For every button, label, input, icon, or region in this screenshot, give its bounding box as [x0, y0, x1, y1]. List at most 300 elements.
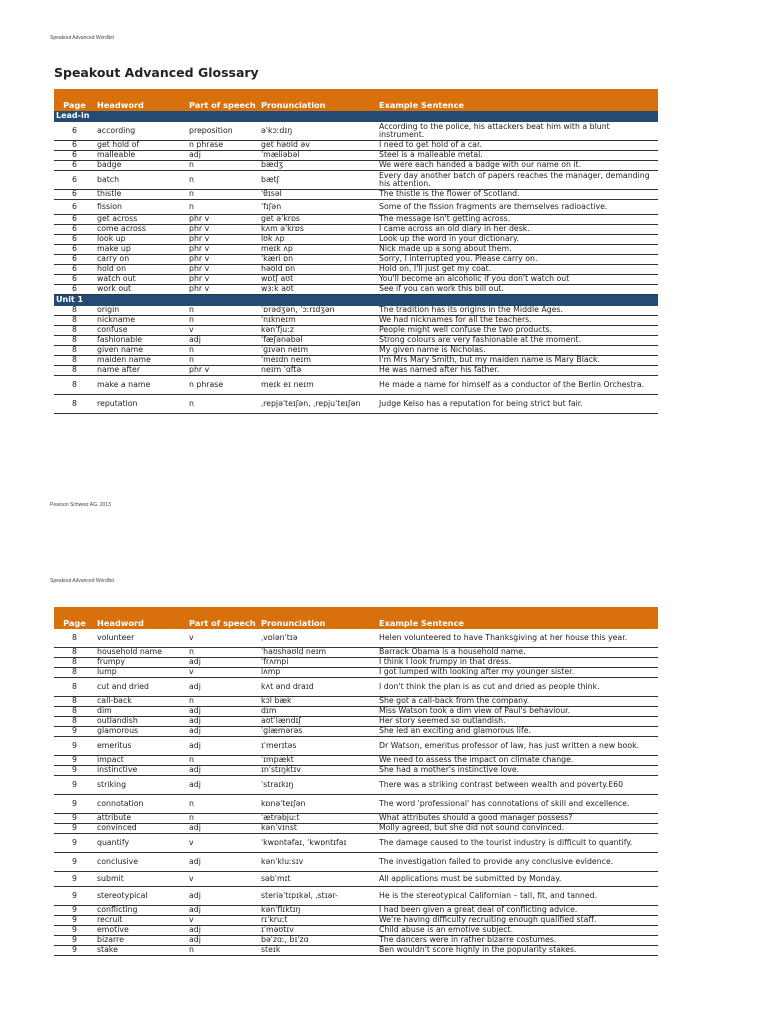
cell-headword: attribute — [94, 814, 186, 824]
cell-example-sentence: Sorry, I interrupted you. Please carry on. — [376, 255, 658, 265]
cell-headword: given name — [94, 346, 186, 356]
cell-pronunciation: kənˈflɪktɪŋ — [258, 906, 376, 916]
cell-headword: cut and dried — [94, 678, 186, 697]
cell-headword: conclusive — [94, 853, 186, 872]
table-row — [54, 285, 658, 295]
cell-part-of-speech: adj — [186, 853, 258, 872]
cell-pronunciation: kʌm əˈkrɒs — [258, 225, 376, 235]
cell-page: 9 — [54, 776, 94, 795]
cell-headword: get hold of — [94, 141, 186, 151]
cell-part-of-speech: phr v — [186, 265, 258, 275]
table-row — [54, 727, 658, 737]
cell-page: 9 — [54, 916, 94, 926]
cell-part-of-speech: n — [186, 161, 258, 171]
cell-part-of-speech: adj — [186, 151, 258, 161]
column-header-example-sentence: Example Sentence — [376, 89, 658, 111]
table-row — [54, 316, 658, 326]
column-header-headword: Headword — [94, 607, 186, 629]
cell-part-of-speech: n — [186, 814, 258, 824]
cell-page: 9 — [54, 887, 94, 906]
cell-example-sentence: He was named after his father. — [376, 366, 658, 376]
page-title: Speakout Advanced Glossary — [54, 65, 259, 80]
cell-page: 8 — [54, 376, 94, 395]
cell-headword: make a name — [94, 376, 186, 395]
cell-pronunciation: ɪˈmerɪtəs — [258, 737, 376, 756]
cell-page: 6 — [54, 171, 94, 190]
cell-page: 6 — [54, 151, 94, 161]
page-header-wordlist-2: Speakout Advanced Wordlist — [50, 578, 114, 584]
page-header-wordlist-1: Speakout Advanced Wordlist — [50, 35, 114, 41]
table-row — [54, 814, 658, 824]
cell-pronunciation: ˈɡlæmərəs — [258, 727, 376, 737]
cell-headword: get across — [94, 215, 186, 225]
cell-page: 9 — [54, 727, 94, 737]
section-label: Lead-in — [54, 111, 658, 122]
cell-part-of-speech: n — [186, 316, 258, 326]
cell-pronunciation: kənˈfjuːz — [258, 326, 376, 336]
cell-pronunciation: steɪk — [258, 946, 376, 956]
cell-example-sentence: I had been given a great deal of conflicting advice. — [376, 906, 658, 916]
table-row — [54, 395, 658, 414]
cell-example-sentence: The damage caused to the tourist industry is difficult to quantify. — [376, 834, 658, 853]
table-row — [54, 795, 658, 814]
cell-pronunciation: steriəˈtɪpɪkəl, ˌstɪər- — [258, 887, 376, 906]
cell-part-of-speech: n — [186, 306, 258, 316]
table-row — [54, 697, 658, 707]
cell-part-of-speech: adj — [186, 766, 258, 776]
cell-headword: household name — [94, 648, 186, 658]
cell-headword: volunteer — [94, 629, 186, 648]
cell-page: 9 — [54, 872, 94, 887]
cell-page: 8 — [54, 316, 94, 326]
cell-pronunciation: aʊtˈlændɪʃ — [258, 717, 376, 727]
cell-pronunciation: kənˈkluːsɪv — [258, 853, 376, 872]
cell-part-of-speech: n — [186, 795, 258, 814]
cell-example-sentence: The tradition has its origins in the Middle Ages. — [376, 306, 658, 316]
cell-page: 9 — [54, 946, 94, 956]
cell-pronunciation: ˈfrʌmpi — [258, 658, 376, 668]
cell-part-of-speech: n — [186, 190, 258, 200]
cell-headword: outlandish — [94, 717, 186, 727]
cell-headword: name after — [94, 366, 186, 376]
cell-pronunciation: meɪk eɪ neɪm — [258, 376, 376, 395]
cell-headword: watch out — [94, 275, 186, 285]
cell-pronunciation: ɪˈməʊtɪv — [258, 926, 376, 936]
cell-headword: make up — [94, 245, 186, 255]
cell-page: 9 — [54, 795, 94, 814]
cell-page: 8 — [54, 697, 94, 707]
cell-part-of-speech: adj — [186, 926, 258, 936]
cell-headword: nickname — [94, 316, 186, 326]
table-row — [54, 834, 658, 853]
cell-part-of-speech: phr v — [186, 215, 258, 225]
table-row — [54, 190, 658, 200]
cell-headword: work out — [94, 285, 186, 295]
cell-headword: striking — [94, 776, 186, 795]
cell-page: 9 — [54, 853, 94, 872]
cell-part-of-speech: adj — [186, 906, 258, 916]
cell-pronunciation: wɜːk aʊt — [258, 285, 376, 295]
glossary-table-2 — [54, 607, 658, 956]
cell-headword: dim — [94, 707, 186, 717]
cell-part-of-speech: n — [186, 200, 258, 215]
cell-example-sentence: She got a call-back from the company. — [376, 697, 658, 707]
cell-pronunciation: bædʒ — [258, 161, 376, 171]
cell-page: 8 — [54, 707, 94, 717]
cell-headword: reputation — [94, 395, 186, 414]
cell-example-sentence: All applications must be submitted by Monday. — [376, 872, 658, 887]
cell-headword: according — [94, 122, 186, 141]
cell-headword: conflicting — [94, 906, 186, 916]
cell-headword: instinctive — [94, 766, 186, 776]
cell-part-of-speech: adj — [186, 727, 258, 737]
cell-headword: connotation — [94, 795, 186, 814]
cell-part-of-speech: n — [186, 756, 258, 766]
table-row — [54, 629, 658, 648]
cell-pronunciation: ˈɪmpækt — [258, 756, 376, 766]
cell-headword: bizarre — [94, 936, 186, 946]
cell-part-of-speech: v — [186, 872, 258, 887]
cell-example-sentence: The dancers were in rather bizarre costumes. — [376, 936, 658, 946]
cell-part-of-speech: adj — [186, 336, 258, 346]
cell-headword: lump — [94, 668, 186, 678]
cell-pronunciation: lʊk ʌp — [258, 235, 376, 245]
table-row — [54, 936, 658, 946]
cell-pronunciation: wɒtʃ aʊt — [258, 275, 376, 285]
cell-example-sentence: Dr Watson, emeritus professor of law, has just written a new book. — [376, 737, 658, 756]
cell-pronunciation: ˈstraɪkɪŋ — [258, 776, 376, 795]
cell-example-sentence: We were each handed a badge with our name on it. — [376, 161, 658, 171]
table-row — [54, 717, 658, 727]
cell-pronunciation: bəˈzɑː, bɪˈzɑ — [258, 936, 376, 946]
cell-example-sentence: We're having difficulty recruiting enough qualified staff. — [376, 916, 658, 926]
cell-example-sentence: Barrack Obama is a household name. — [376, 648, 658, 658]
cell-example-sentence: We need to assess the impact on climate change. — [376, 756, 658, 766]
cell-page: 9 — [54, 936, 94, 946]
table-row — [54, 853, 658, 872]
cell-part-of-speech: phr v — [186, 366, 258, 376]
cell-example-sentence: I don't think the plan is as cut and dried as people think. — [376, 678, 658, 697]
cell-page: 6 — [54, 215, 94, 225]
cell-page: 6 — [54, 235, 94, 245]
column-header-pronunciation: Pronunciation — [258, 607, 376, 629]
cell-example-sentence: She had a mother's instinctive love. — [376, 766, 658, 776]
cell-example-sentence: Her story seemed so outlandish. — [376, 717, 658, 727]
cell-headword: maiden name — [94, 356, 186, 366]
cell-pronunciation: ˈhaʊshəʊld neɪm — [258, 648, 376, 658]
cell-pronunciation: neɪm ˈɑftə — [258, 366, 376, 376]
cell-part-of-speech: phr v — [186, 255, 258, 265]
table-row — [54, 200, 658, 215]
cell-headword: fashionable — [94, 336, 186, 346]
cell-page: 6 — [54, 200, 94, 215]
cell-example-sentence: He made a name for himself as a conductor of the Berlin Orchestra. — [376, 376, 658, 395]
cell-part-of-speech: n — [186, 395, 258, 414]
cell-pronunciation: dɪm — [258, 707, 376, 717]
cell-pronunciation: ˌvɒlənˈtɪə — [258, 629, 376, 648]
cell-headword: thistle — [94, 190, 186, 200]
cell-part-of-speech: adj — [186, 776, 258, 795]
cell-headword: recruit — [94, 916, 186, 926]
cell-page: 6 — [54, 255, 94, 265]
cell-pronunciation: ˈɒrədʒən, ˈɔːrɪdʒən — [258, 306, 376, 316]
table-row — [54, 737, 658, 756]
cell-page: 8 — [54, 678, 94, 697]
column-header-page: Page — [54, 89, 94, 111]
cell-headword: emeritus — [94, 737, 186, 756]
cell-part-of-speech: v — [186, 834, 258, 853]
table-row — [54, 122, 658, 141]
cell-example-sentence: Steel is a malleable metal. — [376, 151, 658, 161]
cell-example-sentence: I think I look frumpy in that dress. — [376, 658, 658, 668]
cell-pronunciation: ˌrepjəˈteɪʃən, ˌrepjuˈteɪʃən — [258, 395, 376, 414]
table-row — [54, 906, 658, 916]
cell-example-sentence: Hold on, I'll just get my coat. — [376, 265, 658, 275]
cell-example-sentence: The message isn't getting across. — [376, 215, 658, 225]
cell-part-of-speech: v — [186, 668, 258, 678]
cell-pronunciation: ˈmeɪdn neɪm — [258, 356, 376, 366]
cell-headword: glamorous — [94, 727, 186, 737]
cell-page: 9 — [54, 814, 94, 824]
cell-example-sentence: People might well confuse the two products. — [376, 326, 658, 336]
column-header-page: Page — [54, 607, 94, 629]
cell-page: 6 — [54, 265, 94, 275]
glossary-table-1 — [54, 89, 658, 414]
table-row — [54, 171, 658, 190]
cell-example-sentence: My given name is Nicholas. — [376, 346, 658, 356]
cell-headword: stake — [94, 946, 186, 956]
cell-headword: hold on — [94, 265, 186, 275]
cell-example-sentence: I came across an old diary in her desk. — [376, 225, 658, 235]
cell-example-sentence: Nick made up a song about them. — [376, 245, 658, 255]
cell-page: 8 — [54, 336, 94, 346]
cell-headword: convinced — [94, 824, 186, 834]
cell-page: 6 — [54, 275, 94, 285]
cell-headword: quantify — [94, 834, 186, 853]
cell-headword: batch — [94, 171, 186, 190]
page-footer-publisher: Pearson Schweiz AG, 2013 — [50, 502, 111, 508]
cell-page: 8 — [54, 668, 94, 678]
cell-pronunciation: səbˈmɪt — [258, 872, 376, 887]
cell-page: 8 — [54, 366, 94, 376]
cell-example-sentence: She led an exciting and glamorous life. — [376, 727, 658, 737]
cell-pronunciation: kənˈvɪnst — [258, 824, 376, 834]
cell-pronunciation: ˈfɪʃən — [258, 200, 376, 215]
table-row — [54, 668, 658, 678]
cell-headword: confuse — [94, 326, 186, 336]
cell-headword: fission — [94, 200, 186, 215]
table-row — [54, 161, 658, 171]
table-row — [54, 824, 658, 834]
cell-part-of-speech: adj — [186, 658, 258, 668]
cell-pronunciation: ˈɡɪvən neɪm — [258, 346, 376, 356]
cell-example-sentence: There was a striking contrast between wealth and poverty.E60 — [376, 776, 658, 795]
cell-example-sentence: Every day another batch of papers reaches the manager, demanding his attention. — [376, 171, 658, 190]
cell-example-sentence: I got lumped with looking after my younger sister. — [376, 668, 658, 678]
section-header-row — [54, 295, 658, 306]
column-header-part-of-speech: Part of speech — [186, 607, 258, 629]
cell-part-of-speech: v — [186, 629, 258, 648]
table-row — [54, 678, 658, 697]
cell-example-sentence: Helen volunteered to have Thanksgiving at her house this year. — [376, 629, 658, 648]
cell-page: 9 — [54, 834, 94, 853]
cell-page: 6 — [54, 245, 94, 255]
cell-page: 6 — [54, 141, 94, 151]
cell-pronunciation: ˈkæri ɒn — [258, 255, 376, 265]
cell-example-sentence: The investigation failed to provide any conclusive evidence. — [376, 853, 658, 872]
cell-example-sentence: Child abuse is an emotive subject. — [376, 926, 658, 936]
table-row — [54, 336, 658, 346]
table-row — [54, 346, 658, 356]
cell-example-sentence: The thistle is the flower of Scotland. — [376, 190, 658, 200]
cell-part-of-speech: n — [186, 697, 258, 707]
column-header-pronunciation: Pronunciation — [258, 89, 376, 111]
cell-pronunciation: kɔl bæk — [258, 697, 376, 707]
cell-page: 8 — [54, 356, 94, 366]
cell-page: 8 — [54, 326, 94, 336]
cell-part-of-speech: n — [186, 648, 258, 658]
cell-headword: malleable — [94, 151, 186, 161]
table-row — [54, 946, 658, 956]
cell-page: 9 — [54, 824, 94, 834]
cell-pronunciation: əˈkɔːdɪŋ — [258, 122, 376, 141]
cell-part-of-speech: n phrase — [186, 376, 258, 395]
cell-page: 8 — [54, 306, 94, 316]
cell-pronunciation: ˈfæʃənəbəl — [258, 336, 376, 346]
cell-example-sentence: Judge Kelso has a reputation for being strict but fair. — [376, 395, 658, 414]
table-row — [54, 275, 658, 285]
table-body-2 — [54, 629, 658, 956]
cell-headword: emotive — [94, 926, 186, 936]
table-row — [54, 141, 658, 151]
table-row — [54, 306, 658, 316]
cell-headword: come across — [94, 225, 186, 235]
cell-part-of-speech: n — [186, 356, 258, 366]
cell-pronunciation: ˈθɪsəl — [258, 190, 376, 200]
cell-example-sentence: Look up the word in your dictionary. — [376, 235, 658, 245]
cell-part-of-speech: phr v — [186, 275, 258, 285]
cell-part-of-speech: n — [186, 171, 258, 190]
cell-example-sentence: According to the police, his attackers beat him with a blunt instrument. — [376, 122, 658, 141]
table-row — [54, 255, 658, 265]
cell-pronunciation: get əˈkrɒs — [258, 215, 376, 225]
cell-headword: call-back — [94, 697, 186, 707]
cell-part-of-speech: n phrase — [186, 141, 258, 151]
cell-example-sentence: Miss Watson took a dim view of Paul's behaviour. — [376, 707, 658, 717]
table-body-1 — [54, 111, 658, 414]
cell-part-of-speech: v — [186, 326, 258, 336]
cell-part-of-speech: adj — [186, 936, 258, 946]
cell-part-of-speech: n — [186, 946, 258, 956]
cell-headword: look up — [94, 235, 186, 245]
cell-part-of-speech: adj — [186, 717, 258, 727]
cell-part-of-speech: adj — [186, 887, 258, 906]
cell-page: 9 — [54, 906, 94, 916]
cell-headword: frumpy — [94, 658, 186, 668]
cell-pronunciation: ɪnˈstɪŋktɪv — [258, 766, 376, 776]
cell-page: 9 — [54, 756, 94, 766]
cell-page: 6 — [54, 161, 94, 171]
column-header-part-of-speech: Part of speech — [186, 89, 258, 111]
table-row — [54, 326, 658, 336]
table-row — [54, 225, 658, 235]
table-row — [54, 376, 658, 395]
cell-page: 8 — [54, 658, 94, 668]
cell-part-of-speech: phr v — [186, 235, 258, 245]
cell-part-of-speech: phr v — [186, 225, 258, 235]
cell-pronunciation: həʊld ɒn — [258, 265, 376, 275]
cell-example-sentence: I need to get hold of a car. — [376, 141, 658, 151]
cell-headword: origin — [94, 306, 186, 316]
cell-pronunciation: ˈætrəbjuːt — [258, 814, 376, 824]
table-row — [54, 707, 658, 717]
cell-pronunciation: rɪˈkruːt — [258, 916, 376, 926]
table-row — [54, 356, 658, 366]
cell-example-sentence: You'll become an alcoholic if you don't watch out — [376, 275, 658, 285]
cell-pronunciation: lʌmp — [258, 668, 376, 678]
cell-page: 9 — [54, 926, 94, 936]
cell-example-sentence: Molly agreed, but she did not sound convinced. — [376, 824, 658, 834]
table-row — [54, 887, 658, 906]
table-row — [54, 776, 658, 795]
cell-pronunciation: ˈmæliəbəl — [258, 151, 376, 161]
cell-page: 8 — [54, 717, 94, 727]
section-label: Unit 1 — [54, 295, 658, 306]
table-row — [54, 926, 658, 936]
section-header-row — [54, 111, 658, 122]
cell-part-of-speech: adj — [186, 678, 258, 697]
table-row — [54, 756, 658, 766]
cell-pronunciation: ˈnɪkneɪm — [258, 316, 376, 326]
cell-page: 8 — [54, 629, 94, 648]
table-row — [54, 872, 658, 887]
cell-pronunciation: kʌt ənd draɪd — [258, 678, 376, 697]
cell-page: 6 — [54, 122, 94, 141]
cell-page: 8 — [54, 346, 94, 356]
table-row — [54, 658, 658, 668]
cell-pronunciation: get həʊld əv — [258, 141, 376, 151]
cell-page: 6 — [54, 285, 94, 295]
cell-example-sentence: I'm Mrs Mary Smith, but my maiden name is Mary Black. — [376, 356, 658, 366]
table-row — [54, 916, 658, 926]
cell-page: 9 — [54, 737, 94, 756]
cell-example-sentence: The word 'professional' has connotations of skill and excellence. — [376, 795, 658, 814]
cell-part-of-speech: phr v — [186, 245, 258, 255]
cell-part-of-speech: v — [186, 916, 258, 926]
cell-example-sentence: Some of the fission fragments are themselves radioactive. — [376, 200, 658, 215]
table-row — [54, 366, 658, 376]
table-row — [54, 766, 658, 776]
cell-part-of-speech: n — [186, 346, 258, 356]
cell-part-of-speech: adj — [186, 737, 258, 756]
cell-example-sentence: We had nicknames for all the teachers. — [376, 316, 658, 326]
table-row — [54, 245, 658, 255]
column-header-headword: Headword — [94, 89, 186, 111]
cell-page: 6 — [54, 225, 94, 235]
cell-page: 6 — [54, 190, 94, 200]
cell-pronunciation: bætʃ — [258, 171, 376, 190]
table-row — [54, 648, 658, 658]
cell-example-sentence: Strong colours are very fashionable at the moment. — [376, 336, 658, 346]
cell-pronunciation: ˈkwɒntəfaɪ, ˈkwɒntɪfaɪ — [258, 834, 376, 853]
cell-headword: carry on — [94, 255, 186, 265]
table-row — [54, 235, 658, 245]
cell-headword: impact — [94, 756, 186, 766]
cell-part-of-speech: phr v — [186, 285, 258, 295]
table-row — [54, 215, 658, 225]
cell-headword: badge — [94, 161, 186, 171]
cell-example-sentence: He is the stereotypical Californian – tall, fit, and tanned. — [376, 887, 658, 906]
